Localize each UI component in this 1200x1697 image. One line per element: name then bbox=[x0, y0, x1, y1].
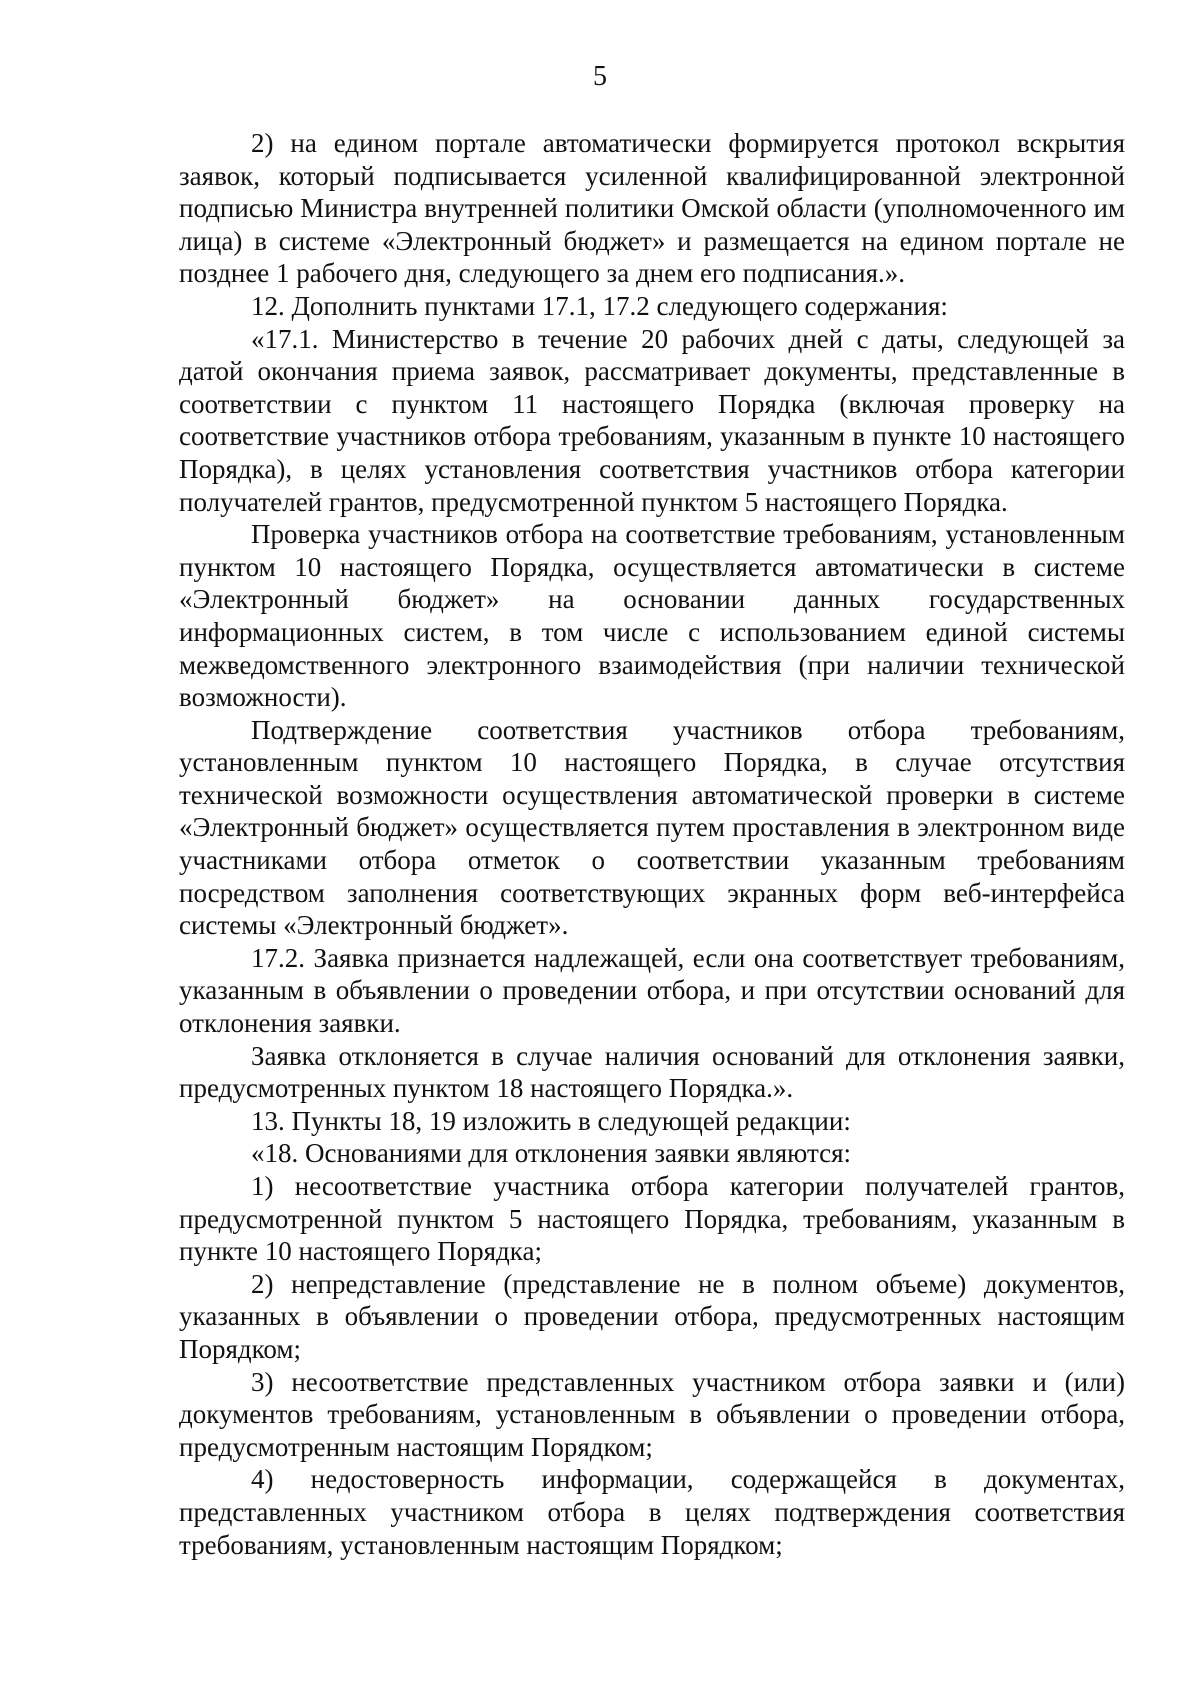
paragraph-confirmation: Подтверждение соответствия участников отбора требованиям, установленным пунктом 10 настоящего Порядка, в случае отсутствия технической возможности осуществления автоматической проверки в системе «Электронный бюджет» осуществляется путем проставления в электронном виде участниками отбора отметок о соответствии указанным требованиям посредством заполнения соответствующих экранных форм веб-интерфейса системы «Электронный бюджет». bbox=[179, 714, 1125, 941]
page-number: 5 bbox=[593, 61, 607, 92]
list-item-3: 3) несоответствие представленных участником отбора заявки и (или) документов требованиям, установленным в объявлении о проведении отбора, предусмотренным настоящим Порядком; bbox=[179, 1366, 1125, 1462]
paragraph-17-2: 17.2. Заявка признается надлежащей, если она соответствует требованиям, указанным в объявлении о проведении отбора, и при отсутствии оснований для отклонения заявки. bbox=[179, 942, 1125, 1039]
document-body bbox=[179, 127, 1125, 1561]
paragraph-verification: Проверка участников отбора на соответствие требованиям, установленным пунктом 10 настоящего Порядка, осуществляется автоматически в системе «Электронный бюджет» на основании данных государственных информационных систем, в том числе с использованием единой системы межведомственного электронного взаимодействия (при наличии технической возможности). bbox=[179, 519, 1125, 713]
paragraph-item-13: 13. Пункты 18, 19 изложить в следующей редакции: bbox=[251, 1105, 851, 1136]
paragraph-item-12: 12. Дополнить пунктами 17.1, 17.2 следующего содержания: bbox=[251, 290, 948, 321]
list-item-4: 4) недостоверность информации, содержащейся в документах, представленных участником отбора в целях подтверждения соответствия требованиям, установленным настоящим Порядком; bbox=[179, 1464, 1125, 1560]
paragraph-rejection: Заявка отклоняется в случае наличия оснований для отклонения заявки, предусмотренных пунктом 18 настоящего Порядка.». bbox=[179, 1040, 1125, 1104]
paragraph-17-1: «17.1. Министерство в течение 20 рабочих дней с даты, следующей за датой окончания приема заявок, рассматривает документы, представленные в соответствии с пунктом 11 настоящего Порядка (включая проверку на соответствие участников отбора требованиям, указанным в пункте 10 настоящего Порядка), в целях установления соответствия участников отбора категории получателей грантов, предусмотренной пунктом 5 настоящего Порядка. bbox=[179, 323, 1125, 517]
list-item-1: 1) несоответствие участника отбора категории получателей грантов, предусмотренной пунктом 5 настоящего Порядка, требованиям, указанным в пункте 10 настоящего Порядка; bbox=[179, 1171, 1125, 1267]
list-item-2: 2) непредставление (представление не в полном объеме) документов, указанных в объявлении о проведении отбора, предусмотренных настоящим Порядком; bbox=[179, 1268, 1125, 1364]
paragraph-18-heading: «18. Основаниями для отклонения заявки являются: bbox=[251, 1138, 852, 1169]
paragraph-protocol-opening: 2) на едином портале автоматически формируется протокол вскрытия заявок, который подписывается усиленной квалифицированной электронной подписью Министра внутренней политики Омской области (уполномоченного им лица) в системе «Электронный бюджет» и размещается на едином портале не позднее 1 рабочего дня, следующего за днем его подписания.». bbox=[179, 128, 1125, 289]
